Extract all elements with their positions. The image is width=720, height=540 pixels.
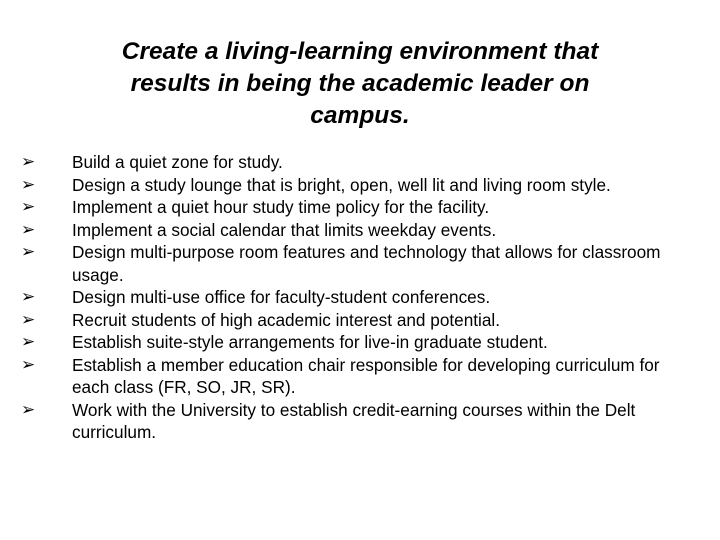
- bullet-text: Design multi-use office for faculty-student conferences.: [72, 287, 491, 307]
- list-item: [20, 399, 700, 444]
- bullet-text: Design multi-purpose room features and technology that allows for classroom usage.: [72, 242, 661, 285]
- list-item: [20, 219, 700, 242]
- bullet-text: Recruit students of high academic interest and potential.: [72, 309, 501, 330]
- list-item: [20, 331, 700, 354]
- bullet-text: Establish a member education chair responsible for developing curriculum for each class (FR, SO, JR, SR).: [72, 354, 660, 397]
- bullet-text: Implement a social calendar that limits weekday events.: [72, 219, 497, 240]
- arrow-bullet-icon: ➢: [21, 399, 36, 419]
- arrow-bullet-icon: ➢: [21, 152, 36, 171]
- list-item: [20, 174, 700, 197]
- list-item: [20, 286, 700, 309]
- arrow-bullet-icon: ➢: [21, 197, 36, 216]
- title-line-1: Create a living-learning environment that: [121, 38, 599, 65]
- bullet-text: Implement a quiet hour study time policy for the facility.: [72, 197, 490, 217]
- arrow-bullet-icon: ➢: [21, 332, 36, 351]
- arrow-bullet-icon: ➢: [21, 309, 36, 329]
- list-item: [20, 196, 700, 219]
- bullet-text: Build a quiet zone for study.: [72, 152, 283, 172]
- arrow-bullet-icon: ➢: [21, 219, 36, 239]
- title-line-3: campus.: [310, 102, 410, 129]
- list-item: [20, 151, 700, 174]
- arrow-bullet-icon: ➢: [21, 174, 36, 194]
- bullet-text: Work with the University to establish credit-earning courses within the Delt curriculum.: [72, 399, 636, 442]
- list-item: [20, 309, 700, 332]
- bullet-list: [20, 151, 700, 444]
- list-item: [20, 354, 700, 399]
- bullet-text: Design a study lounge that is bright, open, well lit and living room style.: [72, 174, 611, 195]
- list-item: [20, 241, 700, 286]
- title-line-2: results in being the academic leader on: [130, 70, 590, 97]
- arrow-bullet-icon: ➢: [21, 354, 36, 374]
- arrow-bullet-icon: ➢: [21, 242, 36, 261]
- bullet-text: Establish suite-style arrangements for live-in graduate student.: [72, 332, 548, 352]
- arrow-bullet-icon: ➢: [21, 287, 36, 306]
- slide-title: [40, 36, 680, 132]
